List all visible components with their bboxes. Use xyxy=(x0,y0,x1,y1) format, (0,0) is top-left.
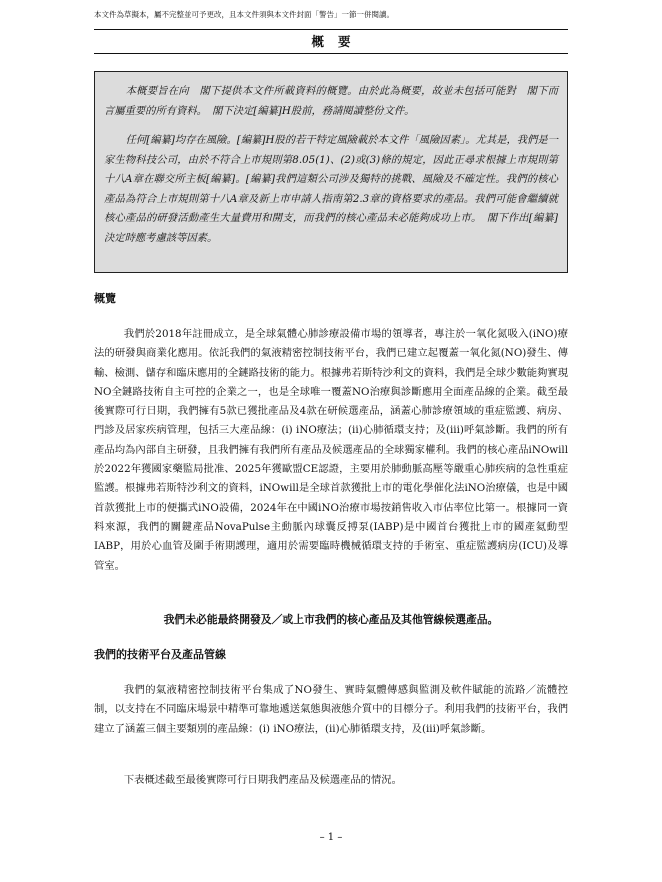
notice-paragraph-2: 任何[編纂]均存在風險。[編纂]H股的若干特定風險載於本文件「風險因素」。尤其是，我們是一家生物科技公司，由於不符合上市規則第8.05(1)、(2)或(3)條的規定，因此正尋求根據上市規則第十八A章在聯交所主板[編纂]。[編纂]我們這類公司涉及獨特的挑戰、風險及不確定性。我們的核心產品為符合上市規則第十八A章及新上市申請人指南第2.3章的資格要求的產品。我們可能會繼續就核心產品的研發活動產生大量費用和開支，而我們的核心產品未必能夠成功上市。 閣下作出[編纂]決定時應考慮該等因素。 xyxy=(104,134,558,244)
tech-platform-heading: 我們的技術平台及產品管線 xyxy=(94,648,226,661)
overview-heading: 概覽 xyxy=(94,292,116,305)
tech-platform-paragraph: 我們的氣液精密控制技術平台集成了NO發生、實時氣體傳感與監測及軟件賦能的流路／流體控制，以支持在不同臨床場景中精準可靠地遞送氣態與液態介質中的目標分子。利用我們的技術平台，我們建立了涵蓋三個主要類別的產品線：(i) iNO療法，(ii)心肺循環支持，及(iii)呼氣診斷。 xyxy=(94,684,568,735)
title-top-rule xyxy=(94,29,568,30)
table-intro-paragraph: 下表概述截至最後實際可行日期我們產品及候選產品的情況。 xyxy=(123,774,402,786)
notice-paragraph-1: 本概要旨在向 閣下提供本文件所載資料的概覽。由於此為概要，故並未包括可能對 閣下而言屬重要的所有資料。 閣下決定[編纂]H股前，務請閱讀整份文件。 xyxy=(104,85,558,117)
overview-paragraph: 我們於2018年註冊成立，是全球氣體心肺診療設備市場的領導者，專注於一氧化氮吸入(iNO)療法的研發與商業化應用。依託我們的氣液精密控制技術平台，我們已建立起覆蓋一氧化氮(NO)發生、傳輸、檢測、儲存和臨床應用的全鏈路技術的能力。根據弗若斯特沙利文的資料，我們是全球少數能夠實現NO全鏈路技術自主可控的企業之一，也是全球唯一覆蓋NO治療與診斷應用全面產品線的企業。截至最後實際可行日期，我們擁有5款已獲批產品及4款在研候選產品，涵蓋心肺診療領域的重症監護、病房、門診及居家疾病管理，包括三大產品線：(i) iNO療法；(ii)心肺循環支持；及(iii)呼氣診斷。我們的所有產品均為內部自主研發，且我們擁有我們所有產品及候選產品的全球獨家權利。我們的核心產品iNOwill於2022年獲國家藥監局批准、2025年獲歐盟CE認證，主要用於肺動脈高壓等嚴重心肺疾病的急性重症監護。根據弗若斯特沙利文的資料，iNOwill是全球首款獲批上市的電化學催化法iNO治療儀，也是中國首款獲批上市的便攜式iNO設備，2024年在中國iNO治療市場按銷售收入市佔率位比第一。根據同一資料來源，我們的關鍵產品NovaPulse主動脈內球囊反搏泵(IABP)是中國首台獲批上市的國產氦動型IABP，用於心血管及圍手術期護理，適用於需要臨時機械循環支持的手術室、重症監護病房(ICU)及導管室。 xyxy=(94,328,568,572)
notice-box xyxy=(94,71,568,273)
title-bottom-rule xyxy=(94,53,568,54)
page-number: – 1 – xyxy=(319,832,343,843)
page-title: 概要 xyxy=(311,34,365,49)
bold-statement: 我們未必能最終開發及／或上市我們的核心產品及其他管線候選產品。 xyxy=(163,613,499,626)
draft-warning: 本文件為草擬本，屬不完整並可予更改，且本文件須與本文件封面「警告」一節一併閱讀。 xyxy=(94,10,394,19)
